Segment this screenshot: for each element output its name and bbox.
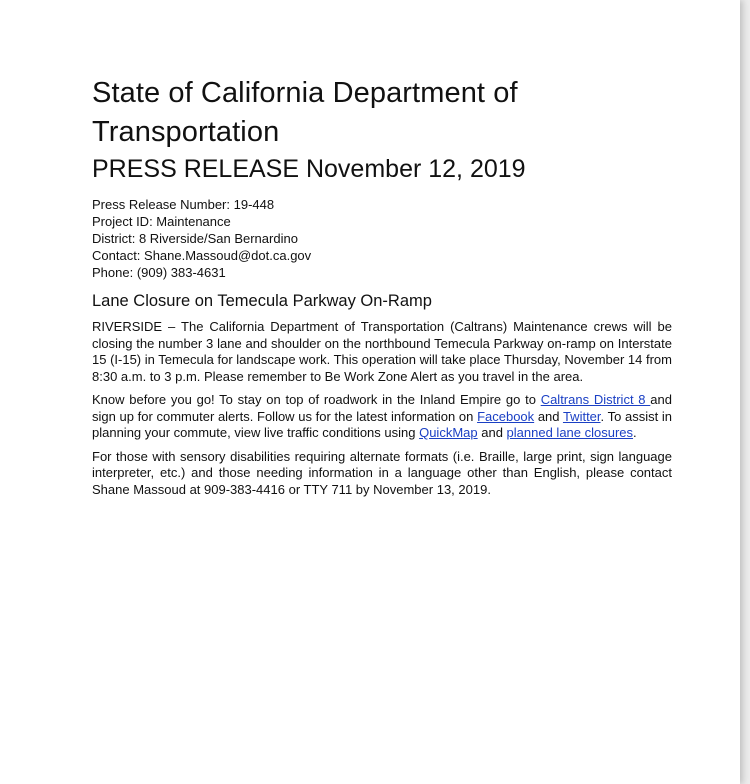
body-paragraph-1: RIVERSIDE – The California Department of Transportation (Caltrans) Maintenance crews will be closing the number 3 lane and shoulder on the northbound Temecula Parkway on-ramp on Interstate 15 (I-15) in Temecula for landscape work. This operation will take place Thursday, November 14 from 8:30 a.m. to 3 p.m. Please remember to Be Work Zone Alert as you travel in the area. bbox=[92, 319, 672, 384]
body-paragraph-2 bbox=[92, 392, 672, 442]
para2-text-4: . To assist in planning your commute, view live traffic conditions using bbox=[92, 408, 672, 440]
district: District: 8 Riverside/San Bernardino bbox=[92, 231, 298, 246]
planned-lane-closures-link[interactable]: planned lane closures bbox=[506, 425, 634, 440]
para2-text-1: Know before you go! To stay on top of roadwork in the Inland Empire go to bbox=[92, 392, 541, 407]
quickmap-link[interactable]: QuickMap bbox=[419, 425, 478, 440]
twitter-link[interactable]: Twitter bbox=[562, 408, 601, 424]
caltrans-district-8-link[interactable]: Caltrans District 8 bbox=[540, 392, 651, 407]
phone: Phone: (909) 383-4631 bbox=[92, 265, 226, 280]
project-id: Project ID: Maintenance bbox=[92, 214, 231, 229]
press-release-date: PRESS RELEASE November 12, 2019 bbox=[92, 155, 526, 183]
para2-text-5: and bbox=[477, 425, 507, 440]
release-metadata bbox=[92, 196, 672, 281]
release-number: Press Release Number: 19-448 bbox=[92, 197, 275, 212]
press-release-content bbox=[92, 74, 672, 498]
para2-text-6: . bbox=[633, 425, 637, 440]
body-paragraph-3: For those with sensory disabilities requiring alternate formats (i.e. Braille, large print, sign language interpreter, etc.) and those needing information in a language other than English, please contact Shane Massoud at 909-383-4416 or TTY 711 by November 13, 2019. bbox=[92, 448, 672, 497]
para2-text-2: and sign up for commuter alerts. Follow us for the latest information on bbox=[92, 392, 672, 424]
contact: Contact: Shane.Massoud@dot.ca.gov bbox=[92, 248, 312, 263]
release-headline: Lane Closure on Temecula Parkway On-Ramp bbox=[92, 292, 432, 310]
facebook-link[interactable]: Facebook bbox=[477, 408, 535, 424]
document-title: State of California Department of Transportation bbox=[92, 77, 518, 148]
para2-text-3: and bbox=[534, 408, 563, 424]
